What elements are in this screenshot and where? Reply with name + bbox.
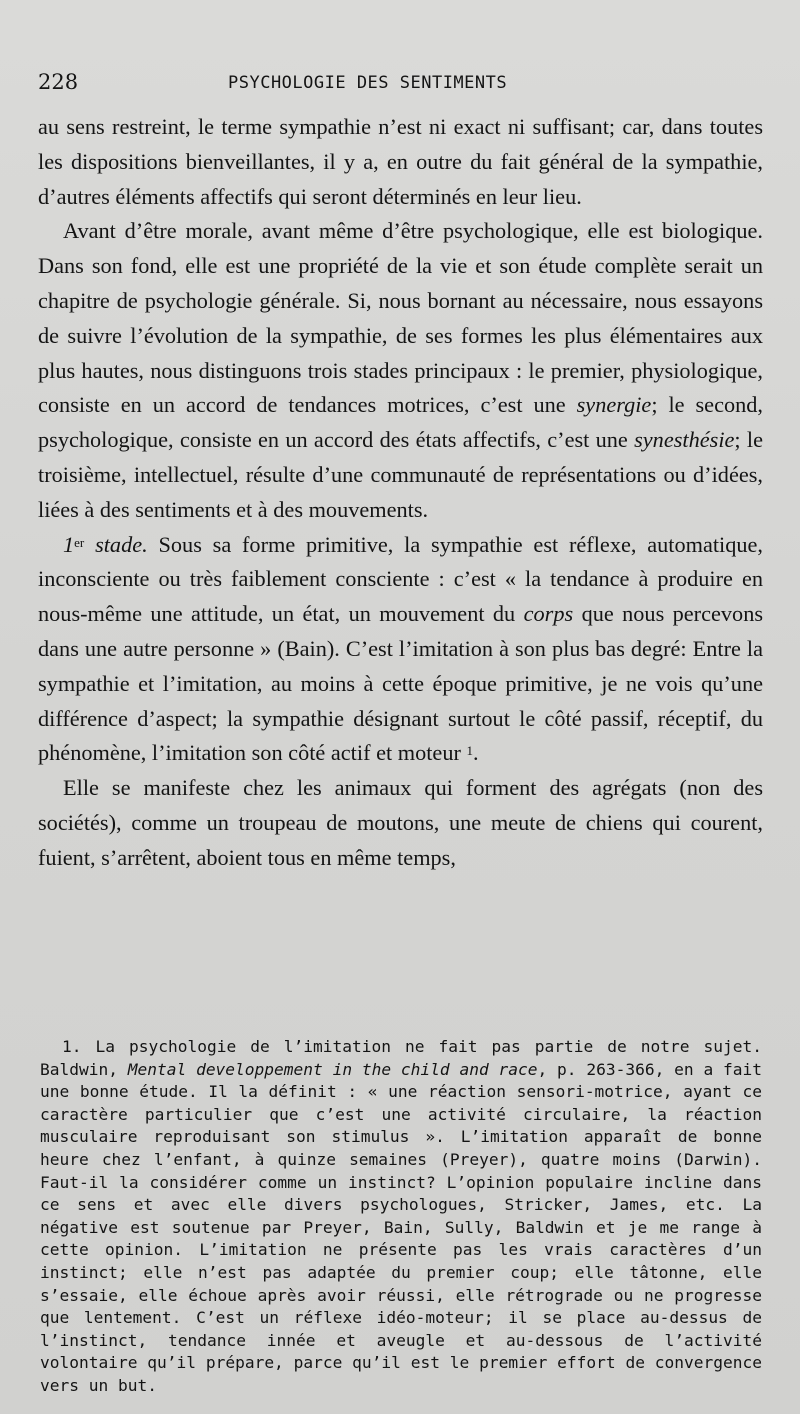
paragraph-4-text: Elle se manifeste chez les animaux qui forment des agrégats (non des sociétés), comme un troupeau de moutons, une meute de chiens qui courent, fuient, s’arrêtent, aboient tous en même temps, <box>38 775 763 870</box>
stage-number: 1 <box>63 531 75 557</box>
term-synesthesie: synesthésie <box>634 427 735 453</box>
paragraph-2-text: Avant d’être morale, avant même d’être psychologique, elle est biologique. Dans son fond, elle est une propriété de la vie et son étude complète serait un chapitre de psychologie générale. Si, nous bornant au nécessaire, nous essayons de suivre l’évolution de la sympathie, de ses formes les plus élémentaires aux plus hautes, nous distinguons trois stades principaux : le premier, physiologique, consiste en un accord de tendances motrices, c’est une <box>38 218 763 418</box>
term-synergie: synergie <box>576 392 652 418</box>
term-corps: corps <box>523 601 574 627</box>
running-head: PSYCHOLOGIE DES SENTIMENTS <box>228 73 508 93</box>
paragraph-4 <box>38 771 763 875</box>
footnote-text-continuation: , p. 263-366, en a fait une bonne étude. Il la définit : « une réaction sensori-motrice, ayant ce caractère particulier que c’est une activité circulaire, la réaction musculaire reproduisant son stimulus ». L’imitation apparaît de bonne heure chez l’enfant, à quinze semaines (Preyer), quatre moins (Darwin). Faut-il la considérer comme un instinct? L’opinion populaire incline dans ce sens et avec elle divers psychologues, Stricker, James, etc. La négative est soutenue par Preyer, Bain, Sully, Baldwin et je me range à cette opinion. L’imitation ne présente pas les vrais caractères d’un instinct; elle n’est pas adaptée du premier coup; elle tâtonne, elle s’essaie, elle échoue après avoir réussi, elle rétrograde ou ne progresse que lentement. C’est un réflexe idéo-moteur; il se place au-dessus de l’instinct, tendance innée et aveugle et au-dessous de l’activité volontaire qu’il prépare, parce qu’il est le premier effort de convergence vers un but. <box>40 1059 762 1395</box>
main-text <box>38 110 763 876</box>
footnote-reference[interactable]: 1 <box>466 743 473 759</box>
stage-label: stade. <box>95 531 148 557</box>
cited-work-title: Mental developpement in the child and race <box>127 1059 538 1079</box>
paragraph-1 <box>38 110 763 214</box>
footnote-text: La psychologie de l’imitation ne fait pas partie de notre sujet. Baldwin, <box>40 1037 762 1079</box>
paragraph-3-continuation: que nous percevons dans une autre personne » (Bain). C’est l’imitation à son plus bas degré: Entre la sympathie et l’imitation, au moins à cette époque primitive, je ne vois qu’une différence d’aspect; la sympathie désignant surtout le côté passif, réceptif, du phénomène, l’imitation son côté actif et moteur <box>38 601 764 766</box>
paragraph-3-end: . <box>472 740 479 766</box>
paragraph-1-text: au sens restreint, le terme sympathie n’est ni exact ni suffisant; car, dans toutes les dispositions bienveillantes, il y a, en outre du fait général de la sympathie, d’autres éléments affectifs qui seront déterminés en leur lieu. <box>38 114 763 209</box>
page-number: 228 <box>38 70 79 94</box>
paragraph-3 <box>38 528 763 772</box>
footnotes <box>40 1036 762 1398</box>
paragraph-3-text: Sous sa forme primitive, la sympathie est réflexe, automatique, inconsciente ou très faiblement consciente : c’est « la tendance à produire en nous-même une attitude, un état, un mouvement du <box>38 531 764 627</box>
page-header <box>38 70 763 100</box>
paragraph-2-end: ; le troisième, intellectuel, résulte d’une communauté de représentations ou d’idées, liées à des sentiments et à des mouvements. <box>38 427 763 522</box>
stage-ordinal-suffix: er <box>74 534 85 550</box>
footnote-number: 1. <box>62 1037 82 1056</box>
footnote-1 <box>40 1036 762 1398</box>
paragraph-2 <box>38 214 763 527</box>
paragraph-2-middle: ; le second, psychologique, consiste en un accord des états affectifs, c’est une <box>38 392 763 453</box>
